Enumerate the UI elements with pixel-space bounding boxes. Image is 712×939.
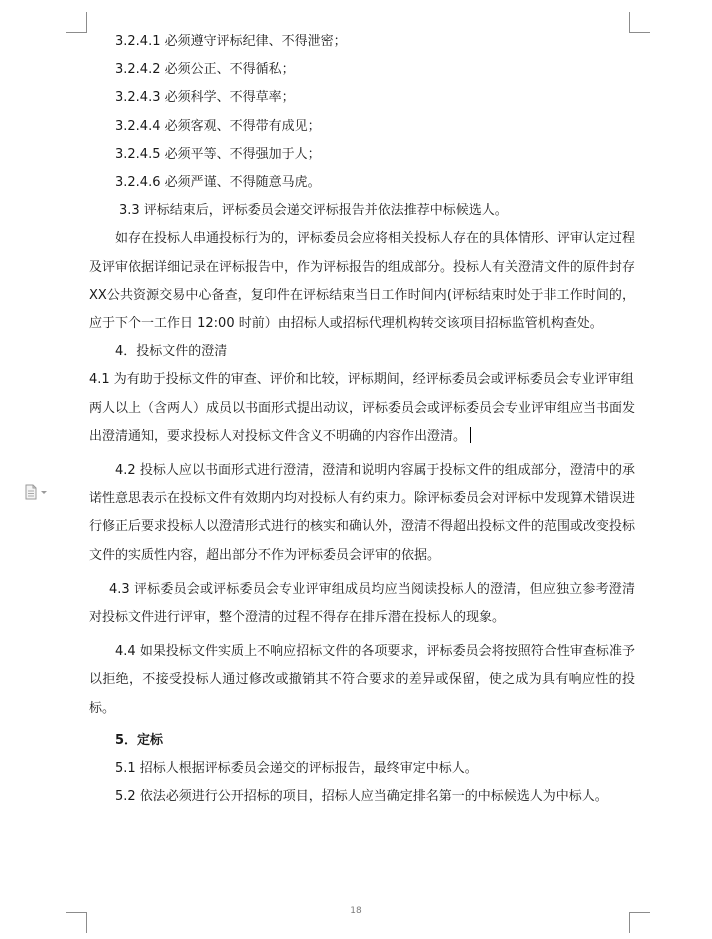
paragraph-4-3: 4.3 评标委员会或评标委员会专业评审组成员均应当阅读投标人的澄清，但应独立参考澄清对投标文件进行评审，整个澄清的过程不得存在排斥潜在投标人的现象。: [89, 581, 635, 626]
heading-4: 4．投标文件的澄清: [115, 344, 228, 360]
crop-mark-top-left: [66, 12, 87, 33]
paragraph-4-2: 4.2 投标人应以书面形式进行澄清，澄清和说明内容属于投标文件的组成部分，澄清中的承诺性意思表示在投标文件有效期内均对投标人有约束力。除评标委员会对评标中发现算术错误进行修正后要求投标人以澄清形式进行的核实和确认外，澄清不得超出投标文件的范围或改变投标文件的实质性内容，超出部分不作为评标委员会评审的依据。: [89, 463, 636, 563]
paragraph-3-2-4-3: 3.2.4.3 必须科学、不得草率；: [115, 90, 295, 106]
paragraph-4-4: 4.4 如果投标文件实质上不响应招标文件的各项要求，评标委员会将按照符合性审查标准予以拒绝，不接受投标人通过修改或撤销其不符合要求的差异或保留，使之成为具有响应性的投标。: [89, 644, 635, 716]
document-body: [89, 28, 636, 811]
paragraph-4-1: 4.1 为有助于投标文件的审查、评价和比较，评标期间，经评标委员会或评标委员会专业评审组两人以上（含两人）成员以书面形式提出动议，评标委员会或评标委员会专业评审组应当书面发出澄清通知，要求投标人对投标文件含义不明确的内容作出澄清。: [89, 372, 636, 444]
heading-5: 5．定标: [115, 732, 164, 748]
paragraph-collusion: 如存在投标人串通投标行为的，评标委员会应将相关投标人存在的具体情形、评审认定过程及评审依据详细记录在评标报告中，作为评标报告的组成部分。投标人有关澄清文件的原件封存XX公共资源交易中心备查，复印件在评标结束当日工作时间内(评标结束时处于非工作时间的，应于下个一工作日 12:00 时前）由招标人或招标代理机构转交该项目招标监管机构查处。: [89, 231, 636, 332]
paragraph-3-2-4-1: 3.2.4.1 必须遵守评标纪律、不得泄密；: [115, 34, 347, 49]
page-number: 18: [350, 906, 362, 916]
paragraph-3-2-4-4: 3.2.4.4 必须客观、不得带有成见；: [115, 118, 321, 134]
paragraph-3-3: 3.3 评标结束后，评标委员会递交评标报告并依法推荐中标候选人。: [119, 203, 508, 219]
text-cursor: [470, 427, 471, 443]
paragraph-3-2-4-6: 3.2.4.6 必须严谨、不得随意马虎。: [115, 175, 321, 191]
paragraph-3-2-4-2: 3.2.4.2 必须公正、不得循私；: [115, 62, 295, 78]
paragraph-3-2-4-5: 3.2.4.5 必须平等、不得强加于人；: [115, 146, 321, 162]
paragraph-5-2: 5.2 依法必须进行公开招标的项目，招标人应当确定排名第一的中标候选人为中标人。: [115, 789, 608, 805]
document-icon[interactable]: [24, 484, 50, 500]
paragraph-5-1: 5.1 招标人根据评标委员会递交的评标报告，最终审定中标人。: [115, 761, 478, 777]
